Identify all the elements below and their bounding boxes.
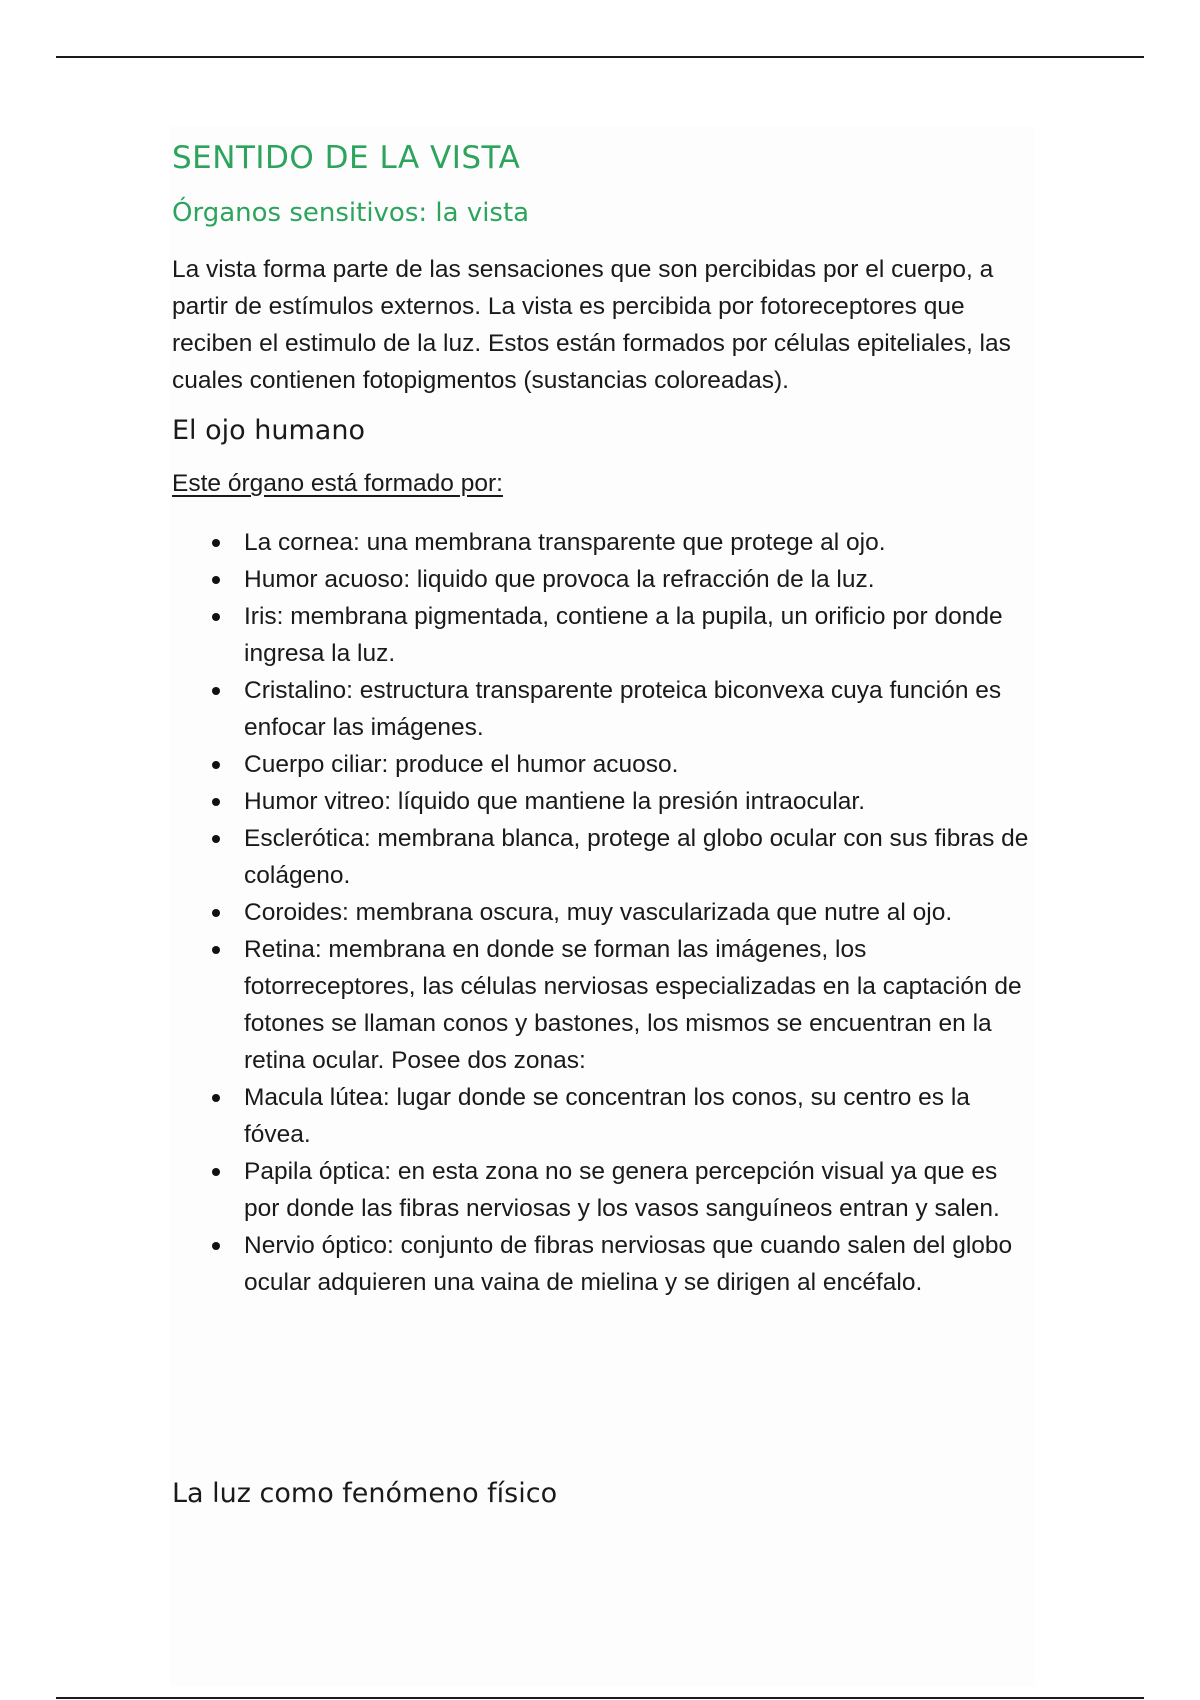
list-item-text: Esclerótica: membrana blanca, protege al globo ocular con sus fibras de colágeno. [244,825,1029,889]
bullet-icon [212,946,220,954]
list-item [172,561,1032,598]
document-title: SENTIDO DE LA VISTA [172,140,521,176]
bullet-icon [212,576,220,584]
bullet-icon [212,761,220,769]
bullet-icon [212,835,220,843]
list-item-text: Cuerpo ciliar: produce el humor acuoso. [244,751,679,778]
list-item-text: Retina: membrana en donde se forman las imágenes, los fotorreceptores, las células nerviosas especializadas en la captación de fotones se llaman conos y bastones, los mismos se encuentran en la retina ocular. Posee dos zonas: [244,936,1022,1074]
list-item-text: Nervio óptico: conjunto de fibras nerviosas que cuando salen del globo ocular adquieren una vaina de mielina y se dirigen al encéfalo. [244,1232,1013,1296]
list-item [172,672,1032,746]
list-item [172,524,1032,561]
list-item-text: Humor vitreo: líquido que mantiene la presión intraocular. [244,788,866,815]
list-item-text: Coroides: membrana oscura, muy vascularizada que nutre al ojo. [244,899,953,926]
list-item [172,1153,1032,1227]
bullet-icon [212,1094,220,1102]
list-item [172,931,1032,1079]
list-item [172,746,1032,783]
bullet-icon [212,1168,220,1176]
list-item [172,598,1032,672]
eye-parts-list [172,524,1032,1301]
list-item [172,1079,1032,1153]
list-item-text: Papila óptica: en esta zona no se genera percepción visual ya que es por donde las fibras nerviosas y los vasos sanguíneos entran y salen. [244,1158,1000,1222]
list-item [172,894,1032,931]
list-item-text: La cornea: una membrana transparente que protege al ojo. [244,529,886,556]
bullet-icon [212,613,220,621]
list-item-text: Humor acuoso: liquido que provoca la refracción de la luz. [244,566,875,593]
bullet-icon [212,1242,220,1250]
bottom-page-rule [56,1697,1144,1699]
list-item-text: Cristalino: estructura transparente proteica biconvexa cuya función es enfocar las imágenes. [244,677,1002,741]
bullet-icon [212,909,220,917]
bullet-icon [212,687,220,695]
parts-lead-text: Este órgano está formado por: [172,470,503,497]
eye-section-heading: El ojo humano [172,415,365,446]
list-item-text: Iris: membrana pigmentada, contiene a la pupila, un orificio por donde ingresa la luz. [244,603,1003,667]
list-item [172,820,1032,894]
list-item [172,783,1032,820]
top-page-rule [56,56,1144,58]
list-item-text: Macula lútea: lugar donde se concentran los conos, su centro es la fóvea. [244,1084,970,1148]
document-subtitle: Órganos sensitivos: la vista [172,198,530,228]
light-section-heading: La luz como fenómeno físico [172,1478,558,1509]
list-item [172,1227,1032,1301]
intro-paragraph: La vista forma parte de las sensaciones que son percibidas por el cuerpo, a partir de estímulos externos. La vista es percibida por fotoreceptores que reciben el estimulo de la luz. Estos están formados por células epiteliales, las cuales contienen fotopigmentos (sustancias coloreadas). [172,256,1011,394]
bullet-icon [212,798,220,806]
bullet-icon [212,539,220,547]
